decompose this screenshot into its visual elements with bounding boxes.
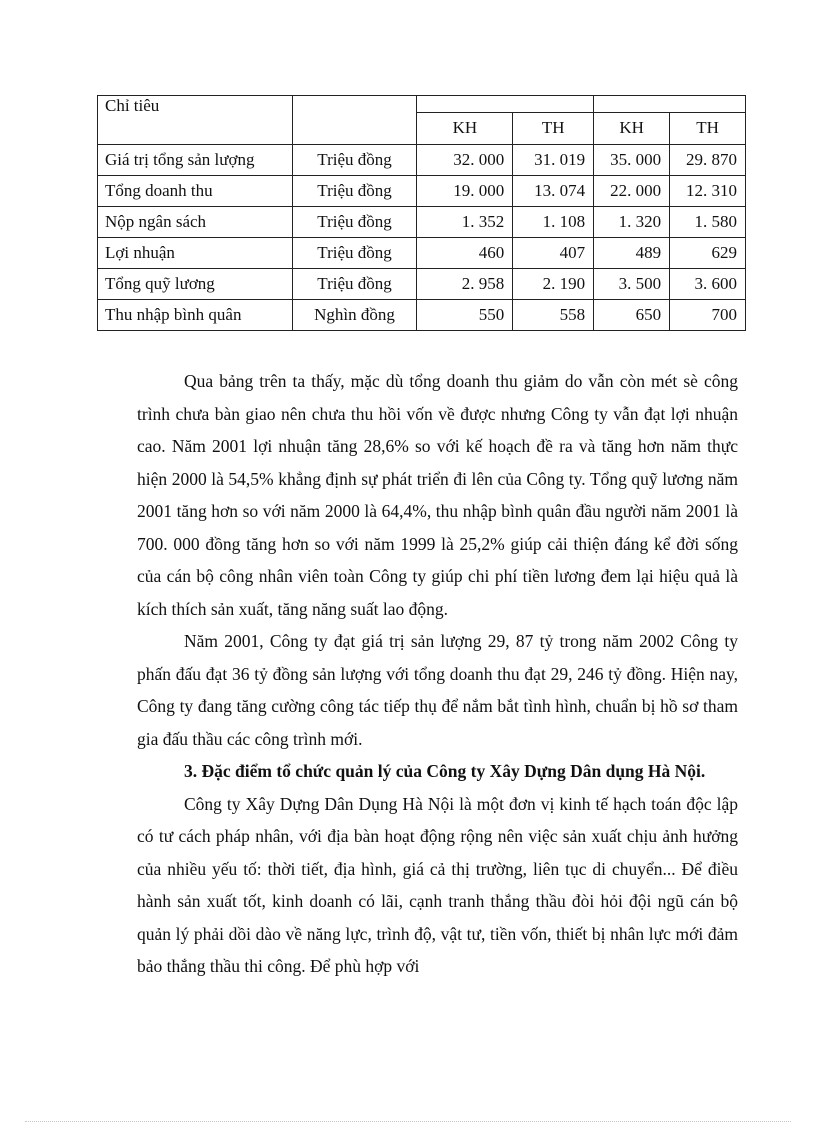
row-value: 1. 108 <box>513 207 594 238</box>
row-unit: Triệu đồng <box>292 269 417 300</box>
row-value: 19. 000 <box>417 176 513 207</box>
row-value: 550 <box>417 300 513 331</box>
subheader-cell: TH <box>513 113 594 145</box>
row-value: 32. 000 <box>417 145 513 176</box>
row-value: 700 <box>670 300 746 331</box>
row-value: 3. 500 <box>594 269 670 300</box>
document-body <box>137 365 738 983</box>
table-row <box>98 207 746 238</box>
performance-table-container <box>97 95 747 331</box>
header-unit-cell <box>292 96 417 145</box>
row-value: 2. 958 <box>417 269 513 300</box>
row-label: Lợi nhuận <box>98 238 293 269</box>
row-unit: Triệu đồng <box>292 176 417 207</box>
row-value: 3. 600 <box>670 269 746 300</box>
row-unit: Triệu đồng <box>292 207 417 238</box>
row-value: 629 <box>670 238 746 269</box>
row-value: 12. 310 <box>670 176 746 207</box>
row-label: Tổng doanh thu <box>98 176 293 207</box>
table-row <box>98 300 746 331</box>
paragraph-2001-results: Năm 2001, Công ty đạt giá trị sản lượng 29, 87 tỷ trong năm 2002 Công ty phấn đấu đạt 36 tỷ đồng sản lượng với tổng doanh thu đạt 29, 246 tỷ đồng. Hiện nay, Công ty đang tăng cường công tác tiếp thụ để nắm bắt tình hình, chuẩn bị hồ sơ tham gia đấu thầu các công trình mới. <box>137 631 738 749</box>
table-row <box>98 176 746 207</box>
row-value: 13. 074 <box>513 176 594 207</box>
row-value: 2. 190 <box>513 269 594 300</box>
row-unit: Triệu đồng <box>292 238 417 269</box>
table-header-row <box>98 96 746 113</box>
row-label: Nộp ngân sách <box>98 207 293 238</box>
row-value: 558 <box>513 300 594 331</box>
row-label: Giá trị tổng sản lượng <box>98 145 293 176</box>
table-row <box>98 269 746 300</box>
performance-table <box>97 95 746 331</box>
row-value: 489 <box>594 238 670 269</box>
row-value: 650 <box>594 300 670 331</box>
header-year-group-2 <box>594 96 746 113</box>
row-value: 29. 870 <box>670 145 746 176</box>
row-value: 1. 580 <box>670 207 746 238</box>
row-value: 31. 019 <box>513 145 594 176</box>
row-value: 1. 320 <box>594 207 670 238</box>
subheader-cell: KH <box>594 113 670 145</box>
header-year-group-1 <box>417 96 594 113</box>
row-value: 460 <box>417 238 513 269</box>
paragraph-analysis: Qua bảng trên ta thấy, mặc dù tổng doanh thu giảm do vẫn còn mét sè công trình chưa bàn giao nên chưa thu hồi vốn về được nhưng Công ty vẫn đạt lợi nhuận cao. Năm 2001 lợi nhuận tăng 28,6% so với kế hoạch đề ra và tăng hơn năm thực hiện 2000 là 54,5% khẳng định sự phát triển đi lên của Công ty. Tổng quỹ lương năm 2001 tăng hơn so với năm 2000 là 64,4%, thu nhập bình quân đầu người năm 2001 là 700. 000 đồng tăng hơn so với năm 1999 là 25,2% giúp cải thiện đáng kể đời sống của cán bộ công nhân viên toàn Công ty giúp chi phí tiền lương đem lại hiệu quả là kích thích sản xuất, tăng năng suất lao động. <box>137 371 738 619</box>
subheader-cell: KH <box>417 113 513 145</box>
row-unit: Triệu đồng <box>292 145 417 176</box>
section-heading: 3. Đặc điểm tổ chức quản lý của Công ty Xây Dựng Dân dụng Hà Nội. <box>184 761 706 781</box>
row-value: 35. 000 <box>594 145 670 176</box>
subheader-cell: TH <box>670 113 746 145</box>
row-value: 22. 000 <box>594 176 670 207</box>
header-indicator-cell: Chỉ tiêu <box>98 96 293 145</box>
table-row <box>98 145 746 176</box>
row-label: Tổng quỹ lương <box>98 269 293 300</box>
row-unit: Nghìn đồng <box>292 300 417 331</box>
paragraph-company-overview: Công ty Xây Dựng Dân Dụng Hà Nội là một đơn vị kinh tế hạch toán độc lập có tư cách pháp nhân, với địa bàn hoạt động rộng nên việc sản xuất chịu ảnh hưởng của nhiều yếu tố: thời tiết, địa hình, giá cả thị trường, liên tục di chuyển... Để điều hành sản xuất tốt, kinh doanh có lãi, cạnh tranh thắng thầu đòi hỏi đội ngũ cán bộ quản lý phải dồi dào về năng lực, trình độ, vật tư, tiền vốn, thiết bị nhân lực mới đảm bảo thắng thầu thi công. Để phù hợp với <box>137 793 738 976</box>
row-value: 407 <box>513 238 594 269</box>
table-row <box>98 238 746 269</box>
page-footer-rule <box>25 1121 791 1122</box>
row-value: 1. 352 <box>417 207 513 238</box>
row-label: Thu nhập bình quân <box>98 300 293 331</box>
